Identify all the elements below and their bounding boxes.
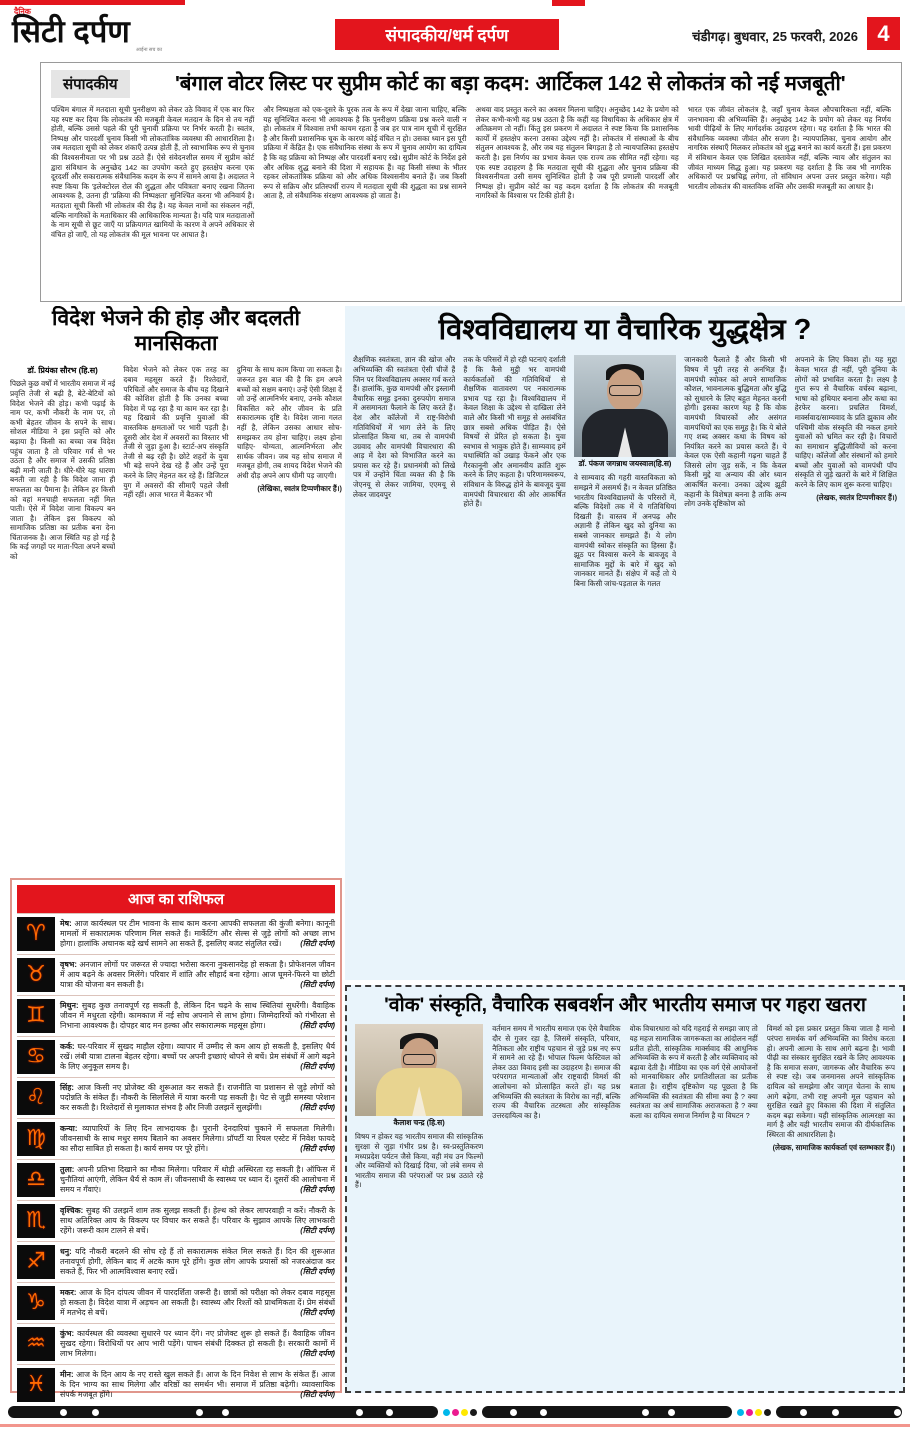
masthead-daily-label: दैनिक bbox=[14, 7, 31, 16]
rashifal-row-vrishchik bbox=[17, 1200, 335, 1241]
zodiac-text: सुबह की उलझनें शाम तक सुलझ सकती हैं। हेल्थ को लेकर लापरवाही न करें। नौकरी के साथ अतिरिक्त आय के विकल्प पर विचार कर सकते हैं। परिवार के सुझाव आपके लिए लाभकारी रहेंगे। जरूरी काम टालने से बचें। bbox=[60, 1206, 336, 1235]
registration-bar bbox=[482, 1406, 732, 1418]
rashifal-row-tula bbox=[17, 1159, 335, 1200]
zodiac-source: (सिटी दर्पण) bbox=[300, 1390, 335, 1399]
aquarius-icon: ♒ bbox=[17, 1327, 55, 1361]
rashifal-row-kark bbox=[17, 1036, 335, 1077]
zodiac-source: (सिटी दर्पण) bbox=[300, 1021, 335, 1030]
zodiac-text: घर-परिवार में सुखद माहौल रहेगा। व्यापार में उम्मीद से कम आय हो सकती है, इसलिए धैर्य रखें। लंबी यात्रा टालना बेहतर रहेगा। बच्चों पर अपनी इच्छाएं थोपने से बचें। प्रेम संबंधों में आगे बढ़ने के लिए अनुकूल समय है। bbox=[60, 1042, 336, 1071]
sagittarius-icon: ♐ bbox=[17, 1245, 55, 1279]
article-vishwavidyalaya-column-3: वे साम्यवाद की गहरी वास्तविकता को समझने में असमर्थ हैं। न केवल प्रतिष्ठित भारतीय विश्वविद्यालयों के परिसरों में, बल्कि विदेशों तक में ये गतिविधियां दिखती हैं। वास्तव में अनपढ़ और अज्ञानी हैं लेकिन खुद को दुनिया का सबसे जानकार समझते हैं। ये लोग वामपंथी स्वोकर संस्कृति का हिस्सा हैं। झूठ पर विश्वास करने के बावजूद वे सामाजिक मुद्दों के बारे में खुद को जानकार मानते हैं। संक्षेप में कहें तो ये बिना किसी जांच-पड़ताल के गलत bbox=[573, 473, 677, 588]
article-videsh-column-2: विदेश भेजने को लेकर एक तरह का दबाव महसूस करते हैं। रिश्तेदारों, परिचितों और समाज के बीच यह दिखाने की कोशिश होती है कि उनका बच्चा विदेश में पढ़ रहा है या काम कर रहा है। यह दिखावे की प्रवृत्ति युवाओं की वास्तविक क्षमताओं पर भारी पड़ती है। दूसरी ओर देश में अवसरों का विस्तार भी तेजी से जुड़ा हुआ है। स्टार्ट-अप संस्कृति तेजी से बढ़ रही है। छोटे शहरों के युवा भी बड़े सपने देख रहे हैं और उन्हें पूरा करने के लिए मेहनत कर रहे हैं। डिजिटल युग में अवसरों की सीमाएँ पहले जैसी नहीं रहीं। आज भारत में बैठकर भी bbox=[123, 365, 229, 500]
article-vishwavidyalaya-column-2: तक के परिसरों में हो रही घटनाएं दर्शाती हैं कि कैसे मुट्ठी भर वामपंथी कार्यकर्ताओं की गतिविधियों से शैक्षणिक वातावरण पर नकारात्मक प्रभाव पड़ रहा है। विश्वविद्यालय में केवल शिक्षा के उद्देश्य से दाखिला लेने वाले और किसी भी समूह से असंबंधित छात्र सबसे अधिक पीड़ित हैं। ऐसे विषयों से प्रेरित हो सकता है। युवा स्वभाव से भावुक होते हैं। साम्यवाद हमें यथास्थिति को उखाड़ फेंकने और एक गैरकानूनी और अमानवीय क्रांति शुरू करने के लिए कहता है। परिणामस्वरूप, संविधान के विरुद्ध होने के बावजूद युवा वामपंथी विचारधारा की ओर आकर्षित होते हैं। bbox=[463, 355, 566, 509]
zodiac-source: (सिटी दर्पण) bbox=[300, 939, 335, 948]
dateline: चंडीगढ़। बुधवार, 25 फरवरी, 2026 bbox=[692, 29, 858, 44]
article-videsh-column-3: दुनिया के साथ काम किया जा सकता है। जरूरत इस बात की है कि हम अपने बच्चों को सक्षम बनाएं। उन्हें ऐसी शिक्षा दें जो उन्हें आत्मनिर्भर बनाए, उनके कौशल विकसित करे और जीवन के प्रति सकारात्मक दृष्टि दे। विदेश जाना गलत नहीं है, लेकिन उसका आधार सोच-समझकर तय होना चाहिए। लक्ष्य होना चाहिए- योग्यता, आत्मनिर्भरता और सार्थक जीवन। जब यह सोच समाज में मजबूत होगी, तब शायद विदेश भेजने की अंधी दौड़ अपने आप धीमी पड़ जाएगी। bbox=[236, 365, 342, 480]
zodiac-text: आज किसी नए प्रोजेक्ट की शुरूआत कर सकते हैं। राजनीति या प्रशासन से जुड़े लोगों को पदोन्नति के संकेत हैं। नौकरी के सिलसिले में यात्रा करनी पड़ सकती है। पेट से जुड़ी समस्या परेशान कर सकती है। रिश्तेदारों से मुलाकात संभव है और निजी उलझनें सुलझेंगी। bbox=[60, 1083, 335, 1112]
article-videsh-byline: डॉ. प्रियंका सौरभ (हि.स) bbox=[27, 366, 98, 376]
zodiac-source: (सिटी दर्पण) bbox=[300, 1267, 335, 1276]
article-videsh-author-sign: (लेखिका, स्वतंत्र टिप्पणीकार हैं।) bbox=[257, 483, 342, 493]
registration-strip bbox=[8, 1406, 902, 1418]
editorial-section bbox=[40, 62, 902, 302]
zodiac-source: (सिटी दर्पण) bbox=[300, 1226, 335, 1235]
zodiac-name: धनु: bbox=[60, 1247, 72, 1256]
zodiac-source: (सिटी दर्पण) bbox=[300, 1062, 335, 1071]
article-woke-column-4: विमर्श को इस प्रकार प्रस्तुत किया जाता है मानो परंपरा समर्थक वर्ग अभिव्यक्ति का विरोध करता हो। अपनी आत्मा के साथ आगे बढ़ना है। भावी पीढ़ी का संस्कार सुरक्षित रखने के लिए आवश्यक है कि समाज सजग, जागरूक और वैचारिक रूप से स्पष्ट रहे। जब जनमानस अपने सांस्कृतिक दायित्व को समझेगा और जागृत चेतना के साथ आगे बढ़ेगा, तभी राष्ट्र अपनी मूल पहचान को सुरक्षित रखते हुए विकास की दिशा में संतुलित कदम बढ़ा सकेगा। यही सांस्कृतिक आत्मरक्षा का मार्ग है और यही भारतीय समाज की दीर्घकालिक स्थिरता की आधारशिला है। bbox=[766, 1024, 895, 1139]
glasses-shape bbox=[609, 385, 641, 396]
zodiac-text: सुबह कुछ तनावपूर्ण रह सकती है, लेकिन दिन चढ़ने के साथ स्थितियां सुधरेंगी। वैवाहिक जीवन में मधुरता रहेगी। कामकाज में नई सोच अपनाने से लाभ होगा। जिम्मेदारियों को गंभीरता से निभाना आवश्यक है। दोपहर बाद मन हल्का और सकारात्मक महसूस होगा। bbox=[60, 1001, 335, 1030]
masthead-title: सिटी दर्पण bbox=[12, 14, 130, 49]
rashifal-row-simha bbox=[17, 1077, 335, 1118]
editorial-column-1: पश्चिम बंगाल में मतदाता सूची पुनरीक्षण को लेकर उठे विवाद में एक बार फिर यह स्पष्ट कर दिया कि लोकतंत्र की मजबूती केवल मतदान के दिन से तय नहीं होती, बल्कि उससे पहले की पूरी चुनावी प्रक्रिया पर निर्भर करती है। स्वतंत्र, निष्पक्ष और पारदर्शी चुनाव किसी भी लोकतांत्रिक व्यवस्था की आधारशिला है। जब मतदाता सूची को लेकर शंकाएँ उत्पन्न होती हैं, तो स्वाभाविक रूप से चुनाव की विश्वसनीयता पर भी प्रश्न उठते हैं। ऐसे संवेदनशील समय में सुप्रीम कोर्ट द्वारा संविधान के अनुच्छेद 142 का उपयोग करते हुए हस्तक्षेप करना एक दूरदर्शी और सकारात्मक संवैधानिक कदम के रूप में सामने आया है। अदालत ने स्पष्ट किया कि 'इलेक्टोरल रोल की शुद्धता और पवित्रता' बनाए रखना जितना आवश्यक है, उतना ही 'प्रक्रिया की निष्पक्षता' सुनिश्चित करना भी अनिवार्य है। मतदाता सूची किसी भी लोकतंत्र की रीढ़ है। यह केवल नामों का संकलन नहीं, बल्कि नागरिकों के मताधिकार की आधिकारिक मान्यता है। यदि पात्र मतदाताओं के नाम सूची से छूट जाएँ या प्रक्रियागत खामियों के कारण वे अपने अधिकार से वंचित हो जाएँ, तो यह लोकतंत्र की मूल भावना पर आघात है। bbox=[51, 105, 255, 239]
cmyk-dots bbox=[737, 1409, 771, 1416]
article-woke-column-3: वोक विचारधारा को यदि गहराई से समझा जाए तो यह महज सामाजिक जागरूकता का आंदोलन नहीं प्रतीत होती, सांस्कृतिक मार्क्सवाद की आधुनिक अभिव्यक्ति के रूप में करती है और व्यक्तिवाद को बढ़ावा देती है। मीडिया का एक वर्ग ऐसे आयोजनों को मानवाधिकार और प्रगतिशीलता का प्रतीक बताता है। राष्ट्रीय दृष्टिकोण यह पूछता है कि अभिव्यक्ति की स्वतंत्रता की सीमा क्या है ? क्या स्वतंत्रता का अर्थ सामाजिक अराजकता है ? क्या कला का दायित्व समाज निर्माण है या विघटन ? bbox=[629, 1024, 758, 1120]
zodiac-name: वृषभ: bbox=[60, 960, 77, 969]
zodiac-name: मेष: bbox=[60, 919, 72, 928]
article-vishwavidyalaya bbox=[345, 306, 905, 980]
zodiac-text: अपनी प्रतिभा दिखाने का मौका मिलेगा। परिवार में थोड़ी अस्थिरता रह सकती है। ऑफिस में चुनौतियां आएंगी, लेकिन धैर्य से काम लें। जीवनसाथी के स्वास्थ्य पर ध्यान दें। दूसरों की आलोचना में समय न गँवाएं। bbox=[60, 1165, 336, 1194]
zodiac-source: (सिटी दर्पण) bbox=[300, 1308, 335, 1317]
article-vishwavidyalaya-author-sign: (लेखक, स्वतंत्र टिप्पणीकार हैं।) bbox=[816, 492, 897, 502]
zodiac-name: कन्या: bbox=[60, 1124, 78, 1133]
editorial-headline: 'बंगाल वोटर लिस्ट पर सुप्रीम कोर्ट का बड़ा कदम: आर्टिकल 142 से लोकतंत्र को नई मजबूती' bbox=[174, 72, 846, 96]
zodiac-text: आज कार्यस्थल पर टीम भावना के साथ काम करना आपकी सफलता की कुंजी बनेगा। कानूनी मामलों में सकारात्मक परिणाम मिल सकते हैं। मार्केटिंग और सेल्स से जुड़े लोगों को अच्छा लाभ होगा। हालांकि अचानक बड़े खर्च सामने आ सकते हैं, इसलिए बजट संतुलित रखें। bbox=[60, 919, 335, 948]
zodiac-source: (सिटी दर्पण) bbox=[300, 1349, 335, 1358]
zodiac-name: कुंभ: bbox=[60, 1329, 75, 1338]
zodiac-text: यदि नौकरी बदलने की सोच रहे हैं तो सकारात्मक संकेत मिल सकते हैं। दिन की शुरूआत तनावपूर्ण होगी, लेकिन बाद में अटके काम पूरे होंगे। कुछ लोग आपके प्रयासों को नजरअंदाज कर सकते हैं, फिर भी आत्मविश्वास बनाए रखें। bbox=[60, 1247, 335, 1276]
leo-icon: ♌ bbox=[17, 1081, 55, 1115]
zodiac-name: सिंह: bbox=[60, 1083, 75, 1092]
capricorn-icon: ♑ bbox=[17, 1286, 55, 1320]
article-vishwavidyalaya-headline: विश्वविद्यालय या वैचारिक युद्धक्षेत्र ? bbox=[438, 314, 812, 346]
registration-bar bbox=[776, 1406, 902, 1418]
editorial-body bbox=[51, 105, 891, 287]
zodiac-name: तुला: bbox=[60, 1165, 75, 1174]
glasses-shape bbox=[403, 1054, 435, 1065]
rashifal-row-mesh bbox=[17, 913, 335, 954]
photo-caption-pankaj: डॉ. पंकज जगन्नाथ जयस्वाल(हि.स) bbox=[578, 459, 672, 469]
editorial-column-4: भारत एक जीवंत लोकतंत्र है, जहाँ चुनाव केवल औपचारिकता नहीं, बल्कि जनभावना की अभिव्यक्ति हैं। अनुच्छेद 142 के प्रयोग को लेकर यह निर्णय भावी पीढ़ियों के लिए मार्गदर्शक उदाहरण रहेगा। यह दर्शाता है कि भारत की संवैधानिक व्यवस्था जीवंत और सजग है। न्यायपालिका, चुनाव आयोग और नागरिक संस्थाएँ मिलकर लोकतंत्र को शुद्ध बनाने का कार्य करती हैं। इस प्रकरण में संविधान केवल एक लिखित दस्तावेज नहीं, बल्कि न्याय और संतुलन का जीवंत माध्यम सिद्ध हुआ। यह प्रकरण यह दर्शाता है कि जब भी नागरिक अधिकारों पर प्रश्नचिह्न लगेगा, तो संविधान अपना उत्तर प्रस्तुत करेगा। यही भारतीय लोकतंत्र की वास्तविक शक्ति और उसकी मजबूती का आधार है। bbox=[687, 105, 891, 191]
zodiac-source: (सिटी दर्पण) bbox=[300, 1144, 335, 1153]
zodiac-source: (सिटी दर्पण) bbox=[300, 980, 335, 989]
article-vishwavidyalaya-column-4: जानकारी फैलाते हैं और किसी भी विषय में पूरी तरह से अनभिज्ञ हैं। वामपंथी स्वोकर को अपने सामाजिक कौशल, भावनात्मक बुद्धिमता और बुद्धि को सुधारने के लिए बहुत मेहनत करनी होगी। इसका कारण यह है कि वोक वामपंथी विचारकों और असंगत वामपंथियों का एक समूह है। कि ये बोले गए शब्द अक्सर कथा के विषय को नियंत्रित करने का प्रयास करते हैं। ये केवल एक ऐसी कहानी गढ़ना चाहते हैं जिससे लोग जुड़ सकें, न कि केवल किसी मुद्दे या अन्याय की ओर ध्यान आकर्षित करना। उनका उद्देश्य झूठी कहानी के विशेषज्ञ बनना है ताकि अन्य लोग उनके दृष्टिकोण को bbox=[684, 355, 787, 509]
zodiac-text: आज के दिन आय के नए रास्ते खुल सकते हैं। आज के दिन निवेश से लाभ के संकेत हैं। आज के दिन भाग्य का साथ मिलेगा और वरिष्ठों का समर्थन भी। समाज में प्रतिष्ठा बढ़ेगी। व्यावसायिक संपर्क मजबूत होंगे। bbox=[60, 1370, 335, 1399]
registration-bar bbox=[8, 1406, 438, 1418]
virgo-icon: ♍ bbox=[17, 1122, 55, 1156]
rashifal-row-dhanu bbox=[17, 1241, 335, 1282]
print-mark-left bbox=[0, 0, 185, 5]
editorial-column-3: अथवा वाद प्रस्तुत करने का अवसर मिलना चाहिए। अनुच्छेद 142 के प्रयोग को लेकर कभी-कभी यह प्रश्न उठता है कि कहीं यह विधायिका के अधिकार क्षेत्र में अतिक्रमण तो नहीं। किंतु इस प्रकरण में अदालत ने स्पष्ट किया कि प्रशासनिक कार्यों में हस्तक्षेप करना उसका उद्देश्य नहीं है। लोकतंत्र में संस्थाओं के बीच संतुलन आवश्यक है, और जब यह संतुलन बिगड़ता है तो न्यायपालिका हस्तक्षेप करती है। इस निर्णय का प्रभाव केवल एक राज्य तक सीमित नहीं रहेगा। यह एक स्पष्ट उदाहरण है कि मतदाता सूची की शुद्धता और चुनाव प्रक्रिया की विश्वसनीयता उसी समय सुनिश्चित होती है जब पूरी प्रणाली पारदर्शी और निष्पक्ष हो। सुप्रीम कोर्ट का यह कदम दर्शाता है कि लोकतंत्र की मजबूती नागरिकों के विश्वास पर टिकी होती है। bbox=[475, 105, 679, 201]
rashifal-title: आज का राशिफल bbox=[17, 885, 335, 913]
article-woke-author-sign: (लेखक, सामाजिक कार्यकर्ता एवं स्तम्भकार हैं।) bbox=[772, 1142, 895, 1152]
page-number-badge: 4 bbox=[867, 17, 900, 50]
libra-icon: ♎ bbox=[17, 1163, 55, 1197]
taurus-icon: ♉ bbox=[17, 958, 55, 992]
section-title-box: संपादकीय/धर्म दर्पण bbox=[335, 19, 559, 50]
author-photo-pankaj bbox=[574, 355, 676, 457]
article-videsh-headline: विदेश भेजने की होड़ और बदलती मानसिकता bbox=[52, 307, 300, 356]
rashifal-row-mithun bbox=[17, 995, 335, 1036]
zodiac-name: वृश्चिक: bbox=[60, 1206, 84, 1215]
rashifal-row-meen bbox=[17, 1364, 335, 1405]
rashifal-section bbox=[10, 878, 342, 1399]
article-woke bbox=[345, 985, 905, 1393]
article-vishwavidyalaya-column-5: अपनाने के लिए विवश हों। यह मुद्दा केवल भारत ही नहीं, पूरी दुनिया के लोगों को प्रभावित करता है। लक्ष्य है गुप्त रूप से वैचारिक वर्चस्व बढ़ाना, भाषा को हथियार बनाना और कथा का हेरफेर करना। प्रचलित विमर्श, मार्क्सवाद/साम्यवाद के प्रति झुकाव और पश्चिमी वोक संस्कृति की नकल हमारे युवाओं को भ्रमित कर रही है। विचारों का समाधान बुद्धिजीवियों को करना चाहिए। कॉलेजों और संस्थानों को हमारे बच्चों और युवाओं को वामपंथी पॉप संस्कृति से जुड़े खतरों के बारे में शिक्षित करने के लिए काम शुरू करना चाहिए। bbox=[794, 355, 897, 490]
zodiac-source: (सिटी दर्पण) bbox=[300, 1185, 335, 1194]
zodiac-text: कार्यस्थल की व्यवस्था सुधारने पर ध्यान देंगे। नए प्रोजेक्ट शुरू हो सकते हैं। वैवाहिक जीवन सुखद रहेगा। विरोधियों पर आप भारी पड़ेंगे। पाचन संबंधी दिक्कत हो सकती है। सरकारी कामों में लाभ मिलेगा। bbox=[60, 1329, 336, 1358]
article-vishwavidyalaya-column-1: शैक्षणिक स्वतंत्रता, ज्ञान की खोज और अभिव्यक्ति की स्वतंत्रता ऐसी चीजें हैं जिन पर विश्वविद्यालय अक्सर गर्व करते हैं। हालांकि, कुछ वामपंथी और इस्लामी वैचारिक समूह इनका दुरुपयोग समाज में असमानता फैलाने के लिए करते हैं। देश और कॉलेजों में राष्ट्र-विरोधी गतिविधियों में भाग लेने के लिए प्रोत्साहित किया था, तब से वामपंथी उग्रवाद और वामपंथी विचारधारा की आड़ में देश को विभाजित करने का प्रयास कर रहे हैं। प्रधानमंत्री को लिखे पत्र में उन्होंने चिंता व्यक्त की है कि जेएनयू से लेकर जामिया, एएमयू से लेकर जादवपुर bbox=[353, 355, 456, 499]
article-videsh-column-1: पिछले कुछ वर्षों में भारतीय समाज में नई प्रवृत्ति तेजी से बढ़ी है, बेटे-बेटियों को विदेश भेजने की होड़। कभी पढ़ाई के नाम पर, कभी नौकरी के नाम पर, तो कभी बेहतर जीवन के सपने के साथ। सोशल मीडिया ने इस प्रवृत्ति को और बढ़ाया है। किसी का बच्चा जब विदेश पहुंच जाता है तो परिवार गर्व से भर उठता है और समाज में उसकी प्रतिष्ठा बढ़ी मानी जाती है। धीरे-धीरे यह धारणा बनती जा रही है कि विदेश जाना ही सफलता का पैमाना है। लेकिन हर किसी को वहां मनचाही सफलता नहीं मिल पाती। ऐसे में विदेश जाना विकल्प बन जाता है। लेकिन इस विकल्प को सामाजिक प्रतिष्ठा का प्रतीक बना देना चिंताजनक है। आज स्थिति यह हो गई है कि कई जगहों पर माता-पिता अपने बच्चों को bbox=[10, 379, 116, 562]
zodiac-name: मीन: bbox=[60, 1370, 74, 1379]
article-woke-column-2: वर्तमान समय में भारतीय समाज एक ऐसे वैचारिक दौर से गुजर रहा है, जिसमें संस्कृति, परिवार, नैतिकता और राष्ट्रीय पहचान से जुड़े प्रश्न नए रूप में सामने आ रहे हैं। भोपाल फिल्म फेस्टिवल को लेकर उठा विवाद इसी का उदाहरण है। समाज की परंपरागत मान्यताओं और राष्ट्रवादी विमर्श की आलोचना को प्रोत्साहित करते हों। यह प्रश्न अभिव्यक्ति की स्वतंत्रता के विरोध का नहीं, बल्कि राज्य की वैचारिक तटस्थता और सांस्कृतिक उत्तरदायित्व का है। bbox=[492, 1024, 621, 1120]
rashifal-row-vrishabh bbox=[17, 954, 335, 995]
article-woke-headline: 'वोक' संस्कृति, वैचारिक सबवर्शन और भारतीय समाज पर गहरा खतरा bbox=[384, 994, 866, 1016]
rashifal-row-kanya bbox=[17, 1118, 335, 1159]
photo-caption-kailash: कैलाश चन्द्र (हि.स) bbox=[393, 1118, 445, 1128]
bottom-rule bbox=[0, 1424, 910, 1427]
scorpio-icon: ♏ bbox=[17, 1204, 55, 1238]
article-woke-column-1: विषय न होकर यह भारतीय समाज की सांस्कृतिक सुरक्षा से जुड़ा गंभीर प्रश्न है। स्व-प्रस्तुतिकरण मध्यप्रदेश पर्यटन जैसे किया, वही मंच उन फिल्मों और व्यक्तियों को दिखाई दिया, जो लंबे समय से भारतीय समाज की परंपराओं पर प्रश्न उठाते रहे हैं। bbox=[355, 1132, 484, 1190]
editorial-label: संपादकीय bbox=[51, 70, 130, 98]
rashifal-row-makar bbox=[17, 1282, 335, 1323]
zodiac-text: अनजान लोगों पर जरूरत से ज्यादा भरोसा करना नुकसानदेह हो सकता है। प्रोफेशनल जीवन में आय बढ़ने के अवसर मिलेंगे। परिवार में शांति और सौहार्द बना रहेगा। आज घूमने-फिरने या छोटी यात्रा की योजना बन सकती है। bbox=[60, 960, 335, 989]
cancer-icon: ♋ bbox=[17, 1040, 55, 1074]
zodiac-name: कर्क: bbox=[60, 1042, 75, 1051]
zodiac-name: मिथुन: bbox=[60, 1001, 79, 1010]
zodiac-name: मकर: bbox=[60, 1288, 77, 1297]
gemini-icon: ♊ bbox=[17, 999, 55, 1033]
masthead bbox=[12, 8, 222, 53]
print-mark-center bbox=[552, 0, 585, 6]
editorial-column-2: और निष्पक्षता को एक-दूसरे के पूरक तत्व के रूप में देखा जाना चाहिए, बल्कि यह सुनिश्चित करना भी आवश्यक है कि पुनरीक्षण प्रक्रिया प्रश्न करने वाली न हो। लोकतंत्र में विश्वास तभी कायम रहता है जब हर पात्र नाम सूची में सुरक्षित है और किसी प्रशासनिक चूक के कारण कोई वंचित न हो। उसका ध्यान इस पूरी प्रक्रिया में केंद्रित है। एक संवैधानिक संस्था के रूप में चुनाव आयोग का दायित्व है कि वह प्रक्रिया को निष्पक्ष और पारदर्शी बनाए रखे। सुप्रीम कोर्ट के निर्देश इसे और अधिक शुद्ध बनाने की दिशा में सहायक हैं। वह किसी संस्था के भीतर रहकर लोकतांत्रिक प्रक्रिया को और अधिक विश्वसनीय बनाते हैं। जब किसी रूप से सक्रिय और प्रतिस्पर्धी राज्य में मतदाता सूची की शुद्धता का प्रश्न सामने आता है, तो संवैधानिक संरक्षण आवश्यक हो जाता है। bbox=[263, 105, 467, 201]
zodiac-text: व्यापारियों के लिए दिन लाभदायक है। पुरानी देनदारियां चुकाने में सफलता मिलेगी। जीवनसाथी के साथ मधुर समय बिताने का अवसर मिलेगा। प्रॉपर्टी या रियल एस्टेट में निवेश फायदे का सौदा साबित हो सकता है। कार्य समय पर पूरे होंगे। bbox=[60, 1124, 335, 1153]
author-photo-kailash bbox=[355, 1024, 483, 1116]
zodiac-text: आज के दिन दांपत्य जीवन में पारदर्शिता जरूरी है। छात्रों को परीक्षा को लेकर दबाव महसूस हो सकता है। विदेश यात्रा में अड़चन आ सकती है। स्वास्थ्य और रिश्तों को प्राथमिकता दें। प्रेम संबंधों में मतभेद से बचें। bbox=[60, 1288, 335, 1317]
cmyk-dots bbox=[443, 1409, 477, 1416]
zodiac-source: (सिटी दर्पण) bbox=[300, 1103, 335, 1112]
pisces-icon: ♓ bbox=[17, 1368, 55, 1402]
rashifal-row-kumbh bbox=[17, 1323, 335, 1364]
masthead-tagline: आईना सच का bbox=[135, 47, 162, 53]
article-videsh bbox=[10, 306, 342, 872]
aries-icon: ♈ bbox=[17, 917, 55, 951]
